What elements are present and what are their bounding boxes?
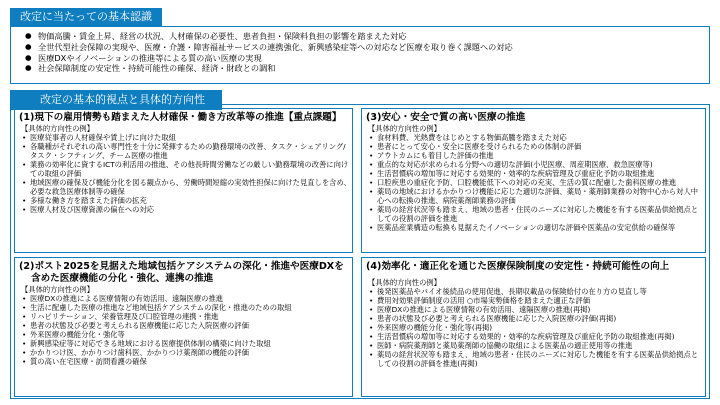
panel-title: (4)効率化・適正化を通じた医療保険制度の安定性・持続可能性の向上 bbox=[366, 261, 670, 272]
list-item: • 新興感染症等に対応できる地域における医療提供体制の構築に向けた取組 bbox=[21, 339, 352, 348]
list-item: • 薬局の地域におけるかかりつけ機能に応じた適切な評価、薬局・薬剤師業務の対物中心から対人中心への転換の推進、病院薬剤師業務の評価 bbox=[368, 187, 705, 205]
list-item: • 多様な働き方を踏まえた評価の拡充 bbox=[21, 196, 352, 205]
panel-quality-safety bbox=[361, 108, 706, 253]
examples-label: 【具体的方向性の例】 bbox=[21, 124, 94, 133]
list-item: • 重点的な対応が求められる分野への適切な評価(小児医療、周産期医療、救急医療等) bbox=[368, 160, 705, 169]
list-item: • 医療DXの推進による医療情報の有効活用、遠隔医療の推進(再掲) bbox=[368, 305, 705, 314]
basic-recognition-list bbox=[25, 31, 513, 74]
panel-title: (1)現下の雇用情勢も踏まえた人材確保・働き方改革等の推進【重点課題】 bbox=[19, 112, 342, 123]
list-item: • 外来医療の機能分化・強化等 bbox=[21, 330, 352, 339]
list-item: • 生活に配慮した医療の推進など地域包括ケアシステムの深化・推進のための取組 bbox=[21, 303, 352, 312]
list-item: • 医療従事者の人材確保や賃上げに向けた取組 bbox=[21, 133, 352, 142]
panel-title-line: 含めた医療機能の分化・強化、連携の推進 bbox=[31, 273, 214, 284]
examples-label: 【具体的方向性の例】 bbox=[21, 285, 94, 294]
list-item: • 生活習慣病の増加等に対応する効果的・効率的な疾病管理及び重症化予防の取組推進(再掲) bbox=[368, 332, 705, 341]
list-item: • 医薬品産業構造の転換も見据えたイノベーションの適切な評価や医薬品の安定供給の確保等 bbox=[368, 223, 705, 232]
panel-community-care bbox=[14, 257, 353, 397]
panel-workforce bbox=[14, 108, 353, 253]
list-item: • 口腔疾患の重症化予防、口腔機能低下への対応の充実、生活の質に配慮した歯科医療の推進 bbox=[368, 178, 705, 187]
examples-label: 【具体的方向性の例】 bbox=[368, 278, 441, 287]
list-item: • アウトカムにも着目した評価の推進 bbox=[368, 151, 705, 160]
list-item: ● 社会保障制度の安定性・持続可能性の確保、経済・財政との調和 bbox=[25, 63, 513, 74]
basic-recognition-box bbox=[10, 26, 710, 84]
list-item: • 質の高い在宅医療・訪問看護の確保 bbox=[21, 357, 352, 366]
panel-list bbox=[15, 294, 352, 366]
list-item: • 外来医療の機能分化・強化等(再掲) bbox=[368, 323, 705, 332]
panel-list bbox=[362, 133, 705, 233]
list-item: • リハビリテーション、栄養管理及び口腔管理の連携・推進 bbox=[21, 312, 352, 321]
list-item: • 患者にとって安心・安全に医療を受けられるための体制の評価 bbox=[368, 142, 705, 151]
list-item: • 後発医薬品やバイオ後続品の使用促進、長期収載品の保険給付の在り方の見直し等 bbox=[368, 287, 705, 296]
basic-recognition-tab: 改定に当たっての基本認識 bbox=[10, 8, 162, 26]
list-item: • かかりつけ医、かかりつけ歯科医、かかりつけ薬剤師の機能の評価 bbox=[21, 348, 352, 357]
list-item: • 食材料費、光熱費をはじめとする物価高騰を踏まえた対応 bbox=[368, 133, 705, 142]
panel-list bbox=[15, 133, 352, 214]
list-item: • 医師・病院薬剤師と薬局薬剤師の協働の取組による医薬品の適正使用等の推進 bbox=[368, 341, 705, 350]
list-item: ● 物価高騰・賃金上昇、経営の状況、人材確保の必要性、患者負担・保険料負担の影響を踏まえた対応 bbox=[25, 31, 513, 42]
list-item: • 地域医療の確保及び機能分化を図る観点から、労働時間短縮の実効性担保に向けた見直しを含め、必要な救急医療体制等の確保 bbox=[21, 178, 352, 196]
list-item: ● 全世代型社会保障の実現や、医療・介護・障害福祉サービスの連携強化、新興感染症等への対応など医療を取り巻く課題への対応 bbox=[25, 42, 513, 53]
list-item: • 薬局の経営状況等も踏まえ、地域の患者・住民のニーズに対応した機能を有する医薬品供給拠点としての役割の評価を推進(再掲) bbox=[368, 350, 705, 368]
list-item: • 患者の状態及び必要と考えられる医療機能に応じた入院医療の評価(再掲) bbox=[368, 314, 705, 323]
list-item: • 患者の状態及び必要と考えられる医療機能に応じた入院医療の評価 bbox=[21, 321, 352, 330]
panel-title-line: (2)ポスト2025を見据えた地域包括ケアシステムの深化・推進や医療DXを bbox=[19, 261, 344, 272]
list-item: • 医療DXの推進による医療情報の有効活用、遠隔医療の推進 bbox=[21, 294, 352, 303]
list-item: • 費用対効果評価制度の活用 ○市場実勢価格を踏まえた適正な評価 bbox=[368, 296, 705, 305]
list-item: • 生活習慣病の増加等に対応する効果的・効率的な疾病管理及び重症化予防の取組推進 bbox=[368, 169, 705, 178]
examples-label: 【具体的方向性の例】 bbox=[368, 124, 441, 133]
panel-title: (3)安心・安全で質の高い医療の推進 bbox=[366, 112, 526, 123]
panel-sustainability bbox=[361, 257, 706, 397]
list-item: • 薬局の経営状況等も踏まえ、地域の患者・住民のニーズに対応した機能を有する医薬品供給拠点としての役割の評価を推進 bbox=[368, 205, 705, 223]
list-item: • 各職種がそれぞれの高い専門性を十分に発揮するための勤務環境の改善、タスク・シェアリング/タスク・シフティング、チーム医療の推進 bbox=[21, 142, 352, 160]
list-item: ● 医療DXやイノベーションの推進等による質の高い医療の実現 bbox=[25, 53, 513, 64]
list-item: • 医療人材及び医療資源の偏在への対応 bbox=[21, 205, 352, 214]
basic-perspectives-tab: 改定の基本的視点と具体的方向性 bbox=[10, 90, 222, 110]
list-item: • 業務の効率化に資するICTの利活用の推進、その他長時間労働などの厳しい勤務環境の改善に向けての取組の評価 bbox=[21, 160, 352, 178]
panel-list bbox=[362, 287, 705, 368]
panel-title bbox=[15, 258, 352, 285]
